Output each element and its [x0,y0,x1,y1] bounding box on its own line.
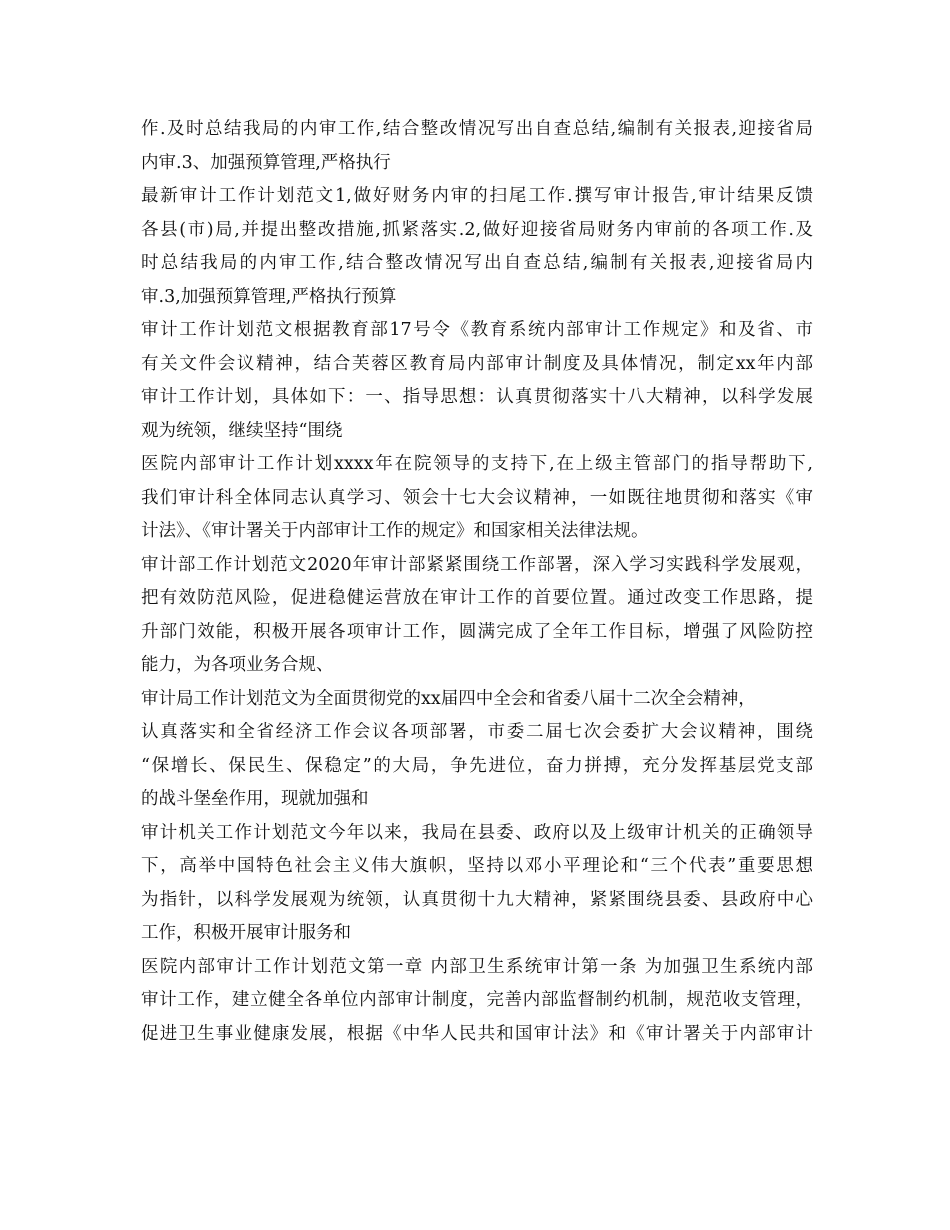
text-line: 医院内部审计工作计划范文第一章 内部卫生系统审计第一条 为加强卫生系统内部 [141,956,813,977]
document-body [141,113,813,1051]
text-line: 工作，积极开展审计服务和 [141,923,351,943]
paragraph-6 [141,683,813,817]
text-line: “保增长、保民生、保稳定”的大局，争先进位，奋力拼搏，充分发挥基层党支部 [141,755,813,776]
text-line: 时总结我局的内审工作,结合整改情况写出自查总结,编制有关报表,迎接省局内 [141,253,813,273]
paragraph-4 [141,448,813,549]
text-line: 内审.3、加强预算管理,严格执行 [141,152,391,173]
text-line: 有关文件会议精神，结合芙蓉区教育局内部审计制度及具体情况，制定xx年内部 [141,353,813,374]
text-line: 的战斗堡垒作用，现就加强和 [141,789,369,809]
text-line: 作.及时总结我局的内审工作,结合整改情况写出自查总结,编制有关报表,迎接省局 [141,119,813,139]
text-line: 审计工作计划范文根据教育部17号令《教育系统内部审计工作规定》和及省、市 [141,320,813,340]
text-line: 认真落实和全省经济工作会议各项部署，市委二届七次会委扩大会议精神，围绕 [141,722,813,742]
text-line: 把有效防范风险，促进稳健运营放在审计工作的首要位置。通过改变工作思路，提 [141,588,813,608]
text-line: 审.3,加强预算管理,严格执行预算 [141,286,397,307]
paragraph-1 [141,113,813,180]
paragraph-3 [141,314,813,448]
paragraph-8 [141,951,813,1052]
text-line: 审计工作，建立健全各单位内部审计制度，完善内部监督制约机制，规范收支管理， [141,990,813,1010]
text-line: 各县(市)局,并提出整改措施,抓紧落实.2,做好迎接省局财务内审前的各项工作.及 [141,219,813,240]
text-line: 为指针，以科学发展观为统领，认真贯彻十九大精神，紧紧围绕县委、县政府中心 [141,889,813,910]
text-line: 计法》、《审计署关于内部审计工作的规定》和国家相关法律法规。 [141,521,649,541]
paragraph-5 [141,549,813,683]
paragraph-2 [141,180,813,314]
text-line: 促进卫生事业健康发展，根据《中华人民共和国审计法》和《审计署关于内部审计 [141,1023,813,1044]
text-line: 我们审计科全体同志认真学习、领会十七大会议精神，一如既往地贯彻和落实《审 [141,487,813,508]
text-line: 审计工作计划，具体如下：一、指导思想：认真贯彻落实十八大精神，以科学发展 [141,387,813,407]
text-line: 审计机关工作计划范文今年以来，我局在县委、政府以及上级审计机关的正确领导 [141,822,813,843]
paragraph-7 [141,817,813,951]
text-line: 审计部工作计划范文2020年审计部紧紧围绕工作部署，深入学习实践科学发展观， [141,554,813,575]
text-line: 升部门效能，积极开展各项审计工作，圆满完成了全年工作目标，增强了风险防控 [141,621,813,642]
text-line: 最新审计工作计划范文1,做好财务内审的扫尾工作.撰写审计报告,审计结果反馈 [141,186,813,206]
text-line: 能力，为各项业务合规、 [141,655,334,675]
text-line: 下，高举中国特色社会主义伟大旗帜，坚持以邓小平理论和“三个代表”重要思想 [141,856,813,876]
text-line: 观为统领，继续坚持“围绕 [141,420,343,441]
text-line: 医院内部审计工作计划xxxx年在院领导的支持下,在上级主管部门的指导帮助下, [141,454,813,474]
text-line: 审计局工作计划范文为全面贯彻党的xx届四中全会和省委八届十二次全会精神， [141,688,756,709]
